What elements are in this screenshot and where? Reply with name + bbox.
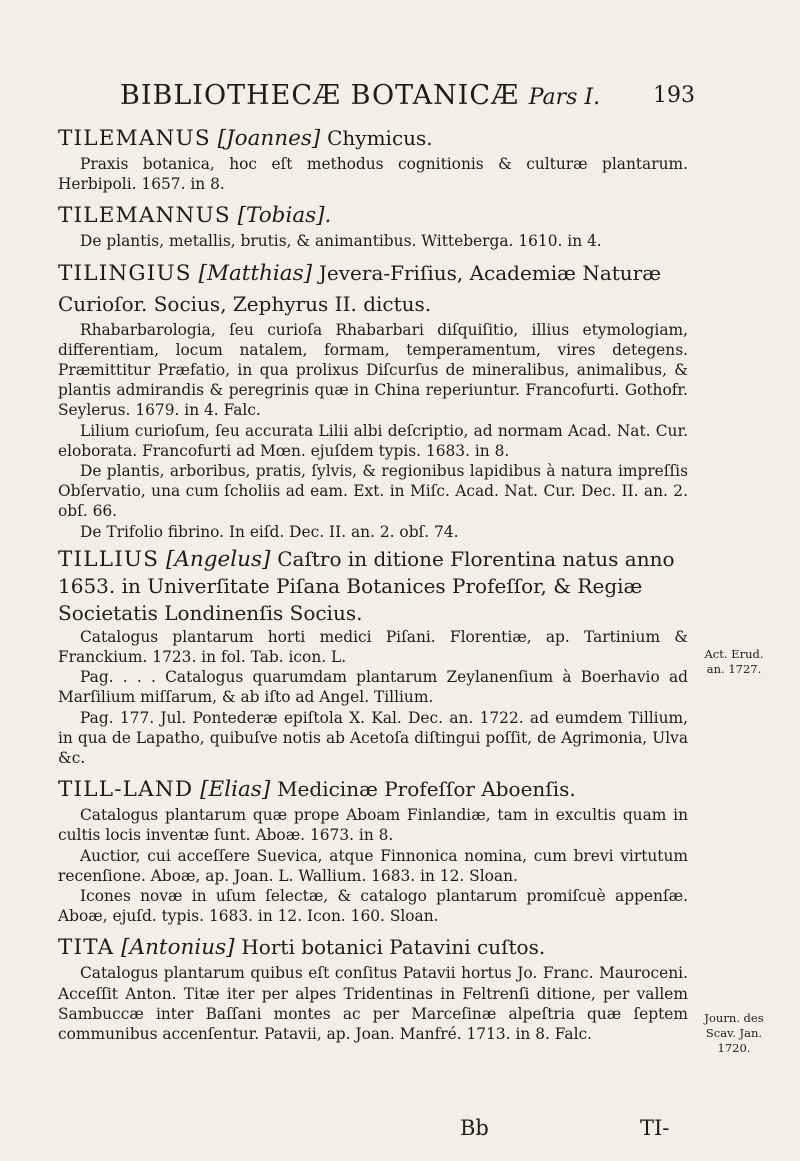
entry-paragraph: Catalogus plantarum quibus eſt conſitus Patavii hortus Jo. Franc. Mauroceni. Acceſſit Anton. Titæ iter per alpes Tridentinas in Feltrenſi ditione, per vallem Sambuccæ inter Baſſani montes ac per Marceſinæ alpeſtria quæ ſeptem communibus accenſentur. Patavii, ap. Joan. Manfré. 1713. in 8. Falc. xyxy=(58,964,688,1044)
entry-tilemannus xyxy=(58,200,688,251)
entry-tillius xyxy=(58,546,688,768)
entry-heading xyxy=(58,123,688,154)
author-forename: [Tobias]. xyxy=(237,203,332,229)
running-head xyxy=(120,80,695,111)
running-title: BIBLIOTHECÆ BOTANICÆ xyxy=(120,80,520,111)
entry-paragraph: Catalogus plantarum quæ prope Aboam Finlandiæ, tam in excultis quam in cultis locis inventæ ſunt. Aboæ. 1673. in 8. xyxy=(58,806,688,845)
margin-note: Act. Erud. an. 1727. xyxy=(704,647,764,676)
author-name: TILL-LAND xyxy=(58,777,194,803)
margin-note: Journ. des Scav. Jan. 1720. xyxy=(704,1011,764,1055)
author-description: Medicinæ Profeſſor Aboenſis. xyxy=(277,777,576,802)
entries-column xyxy=(58,123,688,1044)
entry-paragraph: De Trifolio fibrino. In eiſd. Dec. II. an. 2. obſ. 74. xyxy=(80,522,459,541)
author-description: Chymicus. xyxy=(327,126,433,150)
entry-paragraph: Praxis botanica, hoc eſt methodus cognitionis & culturæ plantarum. Herbipoli. 1657. in 8. xyxy=(58,155,688,194)
entry-paragraph: Catalogus plantarum horti medici Piſani. Florentiæ, ap. Tartinium & Franckium. 1723. in fol. Tab. icon. L. xyxy=(58,627,688,667)
entry-paragraph: De plantis, metallis, brutis, & animantibus. Witteberga. 1610. in 4. xyxy=(80,232,602,251)
author-description: Caſtro in ditione Florentina natus anno 1653. in Univerſitate Piſana Botanices Profeſſor, & Regiæ Societatis Londinenſis Socius. xyxy=(58,546,675,625)
author-forename: [Joannes] xyxy=(217,126,321,151)
entry-heading xyxy=(58,258,688,320)
entry-tilingius xyxy=(58,258,688,542)
author-description: Horti botanici Patavini cuſtos. xyxy=(241,935,546,960)
author-name: TILLIUS xyxy=(58,546,160,572)
entry-tita xyxy=(58,932,688,1044)
author-forename: [Angelus] xyxy=(165,546,271,572)
part-label: Pars I. xyxy=(528,85,601,110)
author-name: TILINGIUS xyxy=(58,260,192,286)
entry-paragraph: Lilium curioſum, ſeu accurata Lilii albi deſcriptio, ad normam Acad. Nat. Cur. eloborata. Francofurti ad Mœn. ejuſdem typis. 1683. in 8. xyxy=(58,421,688,460)
entry-paragraph: Pag. 177. Jul. Pontederæ epiſtola X. Kal. Dec. an. 1722. ad eumdem Tillium, in qua de Lapatho, quibuſve notis ab Acetoſa diſtingui poſſit, de Agrimonia, Ulva &c. xyxy=(58,708,688,768)
entry-paragraph: Rhabarbarologia, ſeu curioſa Rhabarbari diſquiſitio, illius etymologiam, differentiam, locum natalem, formam, temperamentum, vires detegens. Præmittitur Præfatio, in qua prolixus Diſcurſus de mineralibus, animalibus, & plantis admirandis & peregrinis quæ in China reperiuntur. Francofurti. Gothofr. Seylerus. 1679. in 4. Falc. xyxy=(58,320,688,420)
author-forename: [Elias] xyxy=(200,777,271,803)
catchword: TI- xyxy=(640,1116,670,1140)
entry-heading xyxy=(58,200,688,231)
author-name: TITA xyxy=(58,935,115,961)
entry-tilemanus xyxy=(58,123,688,194)
entry-paragraph: Pag. . . . Catalogus quarumdam plantarum Zeylanenſium à Boerhavio ad Marſilium miſſarum, & ab iſto ad Angel. Tillium. xyxy=(58,668,688,707)
entry-heading xyxy=(58,546,688,627)
author-forename: [Antonius] xyxy=(121,935,235,961)
author-description: Jevera-Friſius, Academiæ Naturæ Curioſor. Socius, Zephyrus II. dictus. xyxy=(58,260,662,316)
entry-paragraph: Icones novæ in uſum ſelectæ, & catalogo plantarum promiſcuè appenſæ. Aboæ, ejuſd. typis. 1683. in 12. Icon. 160. Sloan. xyxy=(58,887,688,926)
entry-heading xyxy=(58,932,688,963)
entry-paragraph: Auctior, cui acceſſere Suevica, atque Finnonica nomina, cum brevi virtutum recenſione. Aboæ, ap. Joan. L. Wallium. 1683. in 12. Sloan. xyxy=(58,846,688,885)
author-name: TILEMANNUS xyxy=(58,203,231,229)
author-name: TILEMANUS xyxy=(58,126,211,151)
entry-heading xyxy=(58,774,688,805)
signature-mark: Bb xyxy=(460,1116,489,1140)
entry-paragraph: De plantis, arboribus, pratis, ſylvis, & regionibus lapidibus à natura impreſſis Obſervatio, una cum ſcholiis ad eam. Ext. in Miſc. Acad. Nat. Cur. Dec. II. an. 2. obſ. 66. xyxy=(58,462,688,521)
author-forename: [Matthias] xyxy=(198,260,313,286)
entry-till-land xyxy=(58,774,688,926)
page-number: 193 xyxy=(653,83,695,108)
